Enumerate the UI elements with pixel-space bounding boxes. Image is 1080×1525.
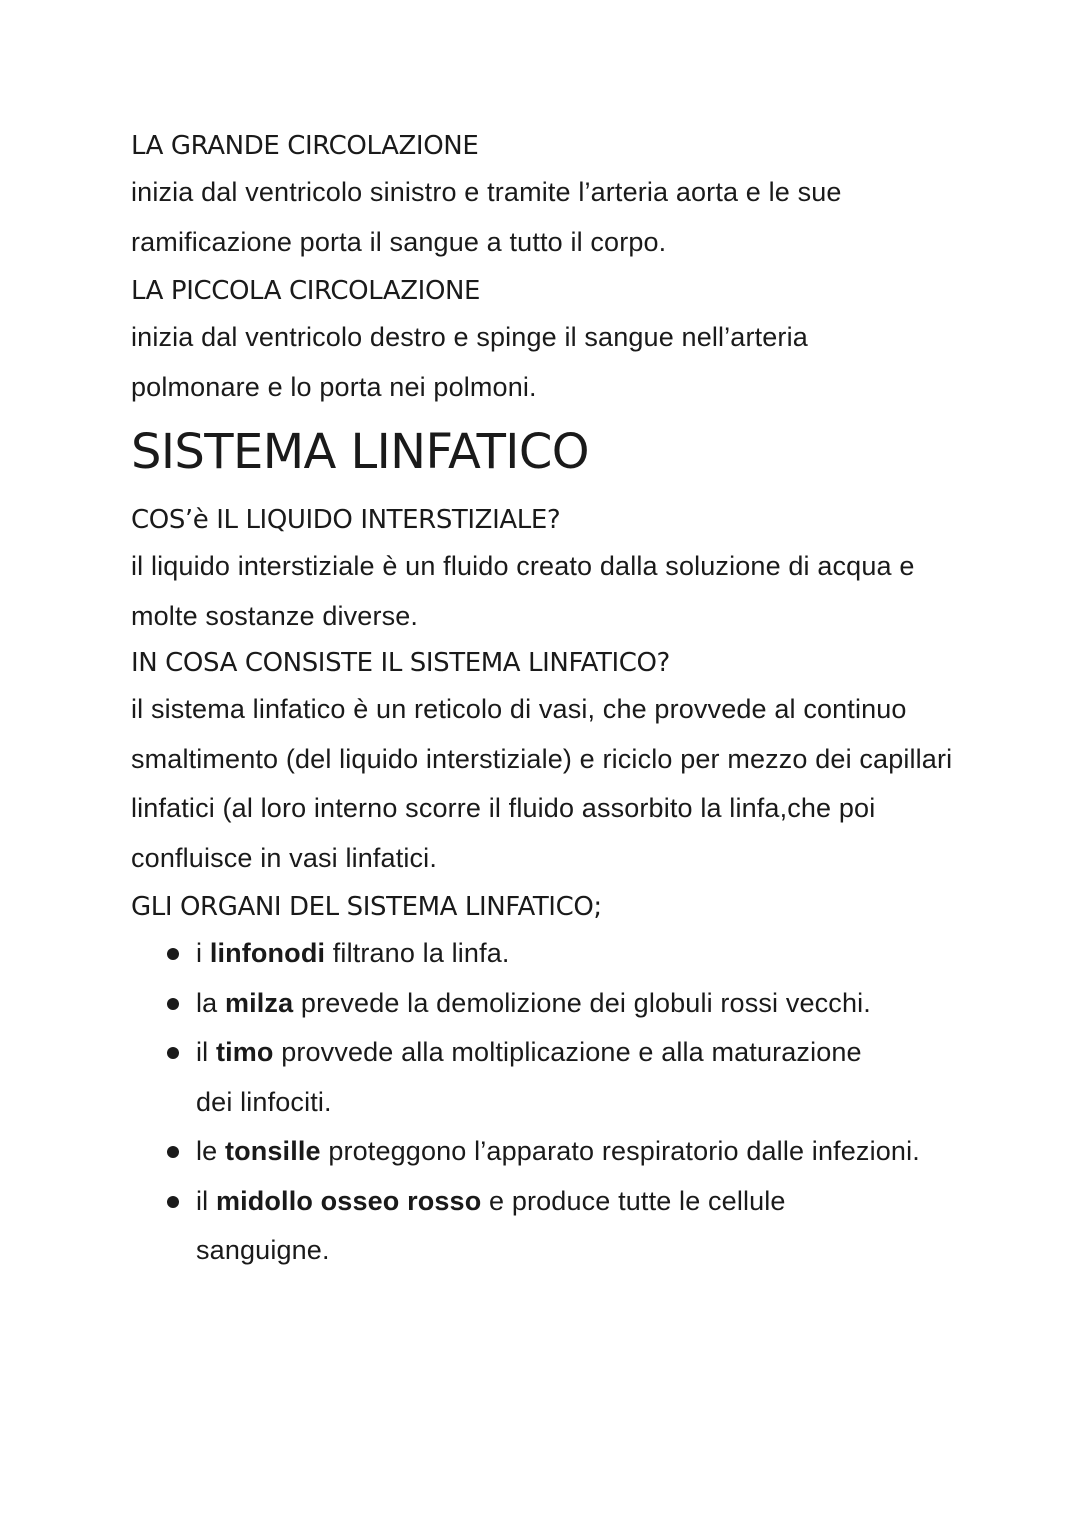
bullet-icon (167, 948, 179, 960)
organ-name: tonsille (224, 1136, 321, 1166)
paragraph-sistema-linfatico: il sistema linfatico è un reticolo di vasi, che provvede al continuo smaltimento (del liquido interstiziale) e riciclo per mezzo dei capillari linfatici (al loro interno scorre il fluido assorbito la linfa,che poi confluisce in vasi linfatici. (131, 694, 953, 873)
paragraph-liquido-interstiziale: il liquido interstiziale è un fluido creato dalla soluzione di acqua e molte sostanze diverse. (131, 551, 915, 631)
bullet-icon (167, 1196, 179, 1208)
heading-piccola-circolazione: LA PICCOLA CIRCOLAZIONE (131, 276, 481, 306)
bullet-icon (167, 998, 179, 1010)
bullet-icon (167, 1146, 179, 1158)
heading-liquido-interstiziale: COS’è IL LIQUIDO INTERSTIZIALE? (131, 505, 561, 535)
organ-name: timo (215, 1037, 274, 1067)
paragraph-grande-circolazione: inizia dal ventricolo sinistro e tramite l’arteria aorta e le sue ramificazione porta il sangue a tutto il corpo. (131, 177, 842, 257)
document-page (131, 124, 991, 1276)
list-item: i linfonodi filtrano la linfa. (131, 929, 926, 979)
paragraph-piccola-circolazione: inizia dal ventricolo destro e spinge il sangue nell’arteria polmonare e lo porta nei polmoni. (131, 322, 808, 402)
organs-list (131, 929, 991, 1276)
list-item: le tonsille proteggono l’apparato respiratorio dalle infezioni. (131, 1127, 926, 1177)
heading-organi: GLI ORGANI DEL SISTEMA LINFATICO; (131, 892, 602, 922)
list-item: il midollo osseo rosso e produce tutte le cellule sanguigne. (131, 1177, 926, 1276)
organ-name: midollo osseo rosso (215, 1185, 482, 1216)
bullet-icon (167, 1047, 179, 1059)
list-item: il timo provvede alla moltiplicazione e alla maturazione dei linfociti. (131, 1028, 876, 1127)
page-title: SISTEMA LINFATICO (131, 424, 589, 480)
heading-sistema-linfatico: IN COSA CONSISTE IL SISTEMA LINFATICO? (131, 648, 670, 678)
list-item: la milza prevede la demolizione dei globuli rossi vecchi. (131, 979, 926, 1029)
organ-name: milza (224, 987, 294, 1018)
organ-name: linfonodi (209, 938, 326, 968)
heading-grande-circolazione: LA GRANDE CIRCOLAZIONE (131, 131, 479, 161)
